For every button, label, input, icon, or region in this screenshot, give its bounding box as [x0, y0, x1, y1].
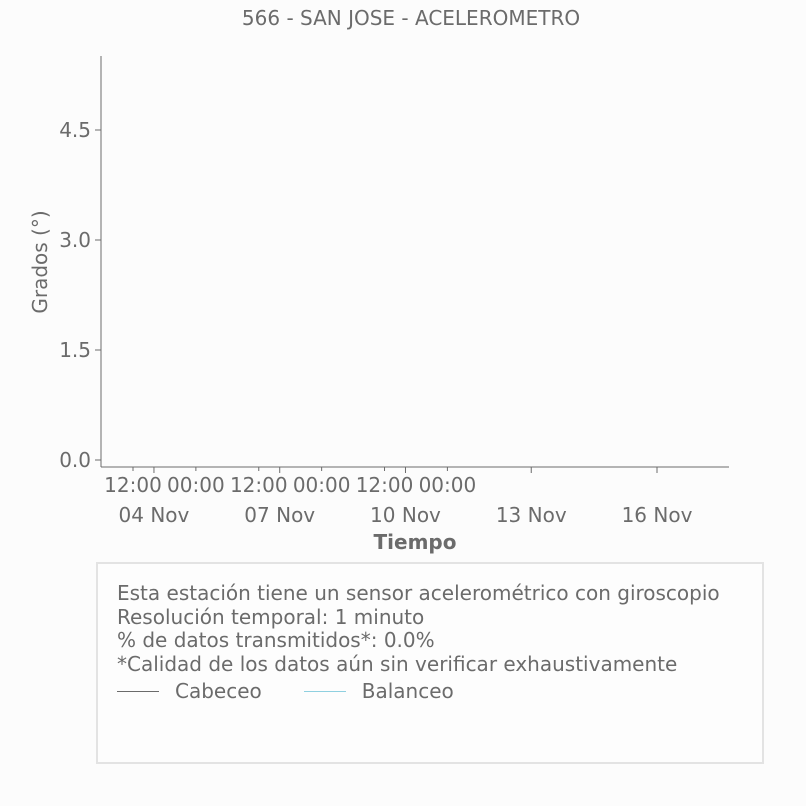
legend — [117, 680, 743, 704]
info-box — [96, 562, 764, 764]
x-tick-label-date: 04 Nov — [118, 503, 190, 527]
x-tick-label-date: 16 Nov — [621, 503, 693, 527]
legend-swatch-balanceo — [304, 691, 346, 692]
y-axis-label: Grados (°) — [28, 210, 52, 314]
info-line-resolution: Resolución temporal: 1 minuto — [117, 604, 425, 629]
x-tick-label-date: 13 Nov — [495, 503, 567, 527]
x-ticks — [104, 467, 692, 527]
x-tick-label-time: 12:00 — [355, 473, 414, 497]
x-tick-label-time: 00:00 — [418, 473, 477, 497]
x-tick-label-time: 00:00 — [167, 473, 225, 497]
legend-swatch-cabeceo — [117, 691, 159, 692]
x-tick-label-time: 12:00 — [229, 473, 288, 497]
legend-item-balanceo — [304, 680, 454, 704]
y-tick-label: 0.0 — [59, 448, 91, 472]
legend-label-balanceo: Balanceo — [361, 679, 454, 703]
info-line-quality: *Calidad de los datos aún sin verificar exhaustivamente — [117, 651, 678, 676]
y-tick-label: 3.0 — [59, 228, 91, 252]
x-tick-label-time: 12:00 — [104, 473, 162, 497]
y-ticks — [59, 118, 101, 472]
legend-item-cabeceo — [117, 680, 262, 704]
legend-label-cabeceo: Cabeceo — [175, 679, 262, 703]
x-tick-label-date: 10 Nov — [370, 503, 441, 527]
x-tick-label-time: 00:00 — [292, 473, 351, 497]
x-tick-label-date: 07 Nov — [244, 503, 316, 527]
y-tick-label: 1.5 — [59, 338, 91, 362]
y-tick-label: 4.5 — [59, 118, 91, 142]
info-line-transmitted: % de datos transmitidos*: 0.0% — [117, 628, 435, 652]
chart-title: 566 - SAN JOSE - ACELEROMETRO — [241, 6, 581, 30]
info-line-sensor: Esta estación tiene un sensor acelerométrico con giroscopio — [117, 581, 720, 605]
x-axis-label: Tiempo — [373, 530, 457, 554]
